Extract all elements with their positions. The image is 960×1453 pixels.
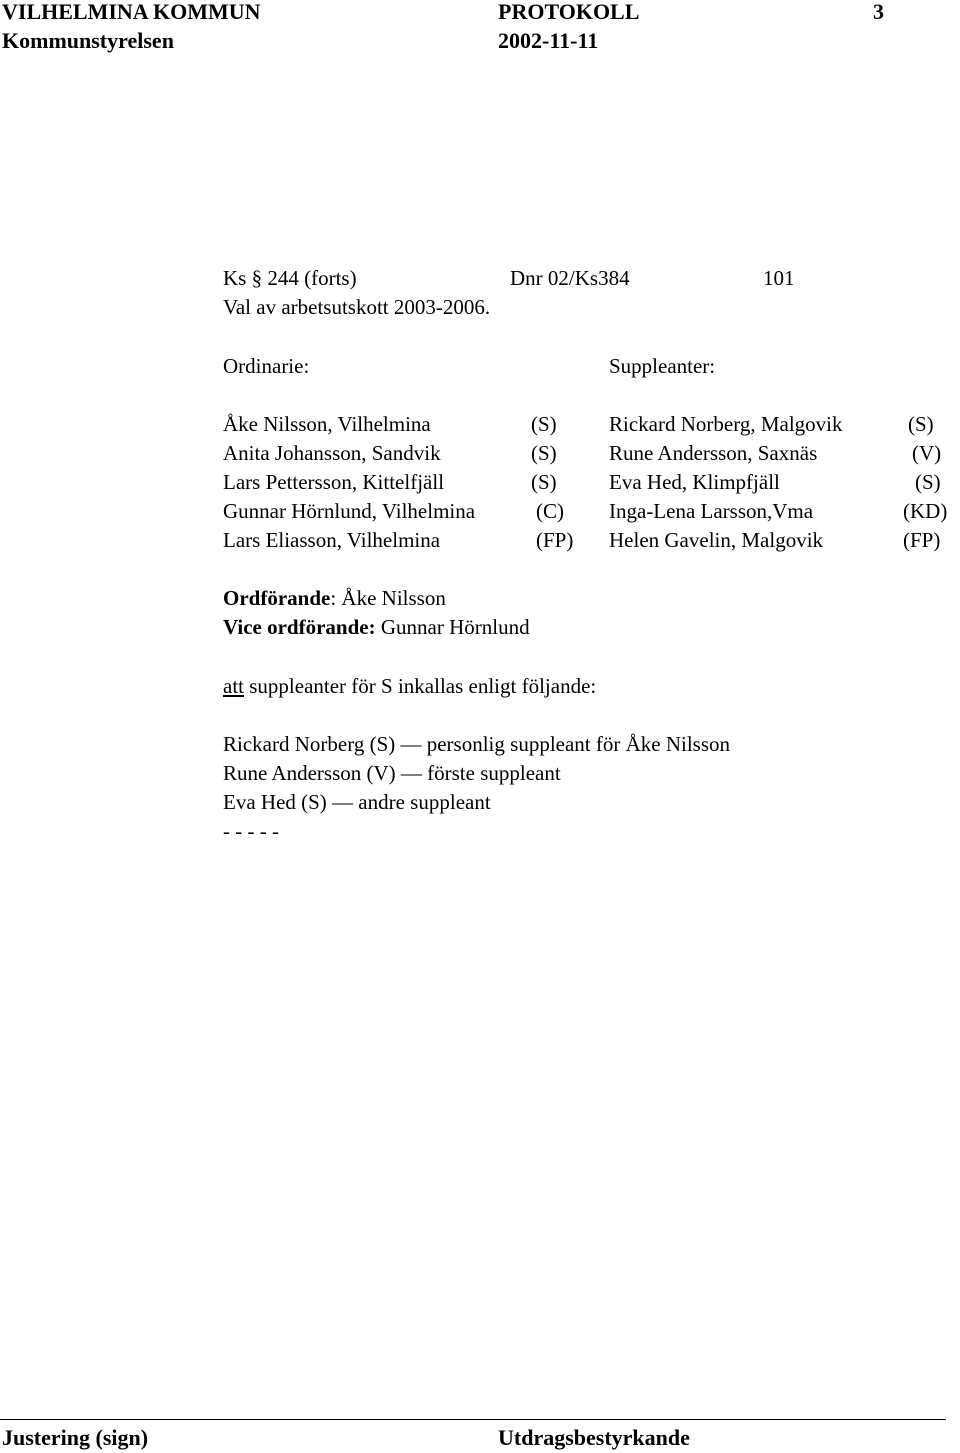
header-org: VILHELMINA KOMMUN — [2, 0, 261, 24]
header-page-number: 3 — [873, 0, 884, 24]
substitute-order-line: Rune Andersson (V) — förste suppleant — [223, 761, 561, 785]
ordinary-member-name: Anita Johansson, Sandvik — [223, 441, 441, 465]
end-mark: - - - - - — [223, 819, 279, 843]
ordinary-member-name: Lars Pettersson, Kittelfjäll — [223, 470, 445, 494]
case-title: Val av arbetsutskott 2003-2006. — [223, 295, 491, 319]
case-number: 101 — [763, 266, 795, 290]
ordinary-member-party: (S) — [531, 470, 557, 494]
ordinary-member-name: Lars Eliasson, Vilhelmina — [223, 528, 441, 552]
header-date: 2002-11-11 — [498, 28, 599, 53]
header-doc-type: PROTOKOLL — [498, 0, 640, 24]
ordinarie-heading: Ordinarie: — [223, 354, 310, 378]
vice-chair-label: Vice ordförande: — [223, 615, 376, 639]
substitute-member-party: (V) — [912, 441, 942, 465]
substitute-member-name: Helen Gavelin, Malgovik — [609, 528, 824, 552]
footer-utdragsbestyrkande: Utdragsbestyrkande — [498, 1425, 690, 1450]
substitute-member-name: Inga-Lena Larsson,Vma — [609, 499, 814, 523]
substitute-member-party: (FP) — [903, 528, 941, 552]
substitute-order-line: Rickard Norberg (S) — personlig suppleant för Åke Nilsson — [223, 732, 731, 756]
chair-name: : Åke Nilsson — [330, 586, 446, 610]
substitute-order-line: Eva Hed (S) — andre suppleant — [223, 790, 491, 814]
ordinary-member-party: (S) — [531, 441, 557, 465]
decision-att: att — [223, 674, 244, 698]
substitute-member-party: (S) — [908, 412, 934, 436]
ordinary-member-name: Åke Nilsson, Vilhelmina — [223, 412, 431, 436]
substitute-member-name: Eva Hed, Klimpfjäll — [609, 470, 780, 494]
vice-chair-line — [223, 613, 530, 642]
header-body: Kommunstyrelsen — [2, 28, 174, 53]
substitute-member-name: Rune Andersson, Saxnäs — [609, 441, 818, 465]
ordinary-member-party: (FP) — [536, 528, 574, 552]
decision-line — [223, 672, 596, 701]
ordinary-member-party: (S) — [531, 412, 557, 436]
vice-chair-name: Gunnar Hörnlund — [375, 615, 530, 639]
substitute-member-party: (S) — [915, 470, 941, 494]
footer-justering: Justering (sign) — [2, 1425, 149, 1450]
case-ref: Ks § 244 (forts) — [223, 266, 357, 290]
chair-label: Ordförande — [223, 586, 331, 610]
chair-line — [223, 584, 446, 613]
decision-text: suppleanter för S inkallas enligt följande: — [244, 674, 597, 698]
substitute-member-name: Rickard Norberg, Malgovik — [609, 412, 843, 436]
ordinary-member-party: (C) — [536, 499, 564, 523]
ordinary-member-name: Gunnar Hörnlund, Vilhelmina — [223, 499, 476, 523]
suppleanter-heading: Suppleanter: — [609, 354, 716, 378]
substitute-member-party: (KD) — [903, 499, 948, 523]
footer-divider — [0, 1419, 946, 1420]
case-dnr: Dnr 02/Ks384 — [510, 266, 630, 290]
